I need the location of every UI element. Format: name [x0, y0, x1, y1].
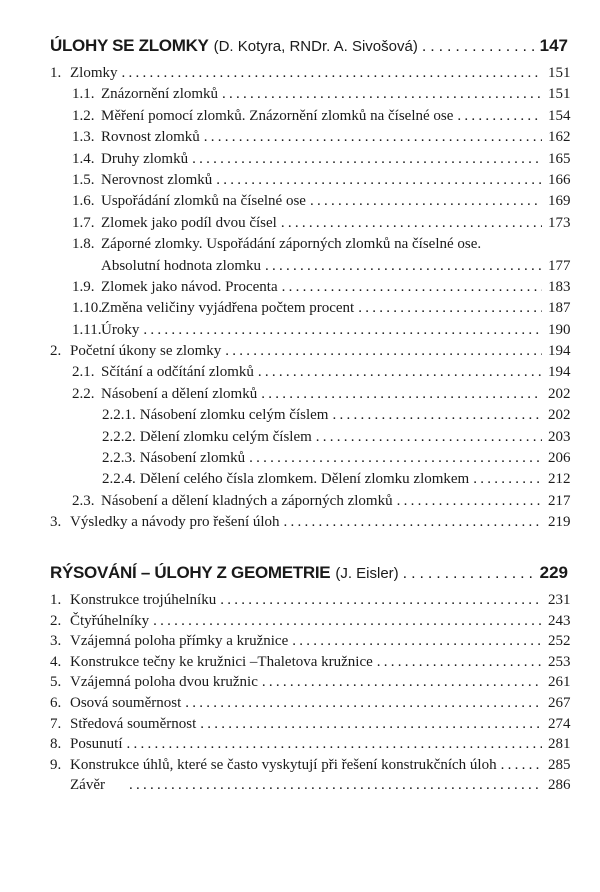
- entry-number: 1.11.: [72, 321, 102, 338]
- entry-title: [50, 172, 212, 189]
- dot-leader: [220, 592, 542, 609]
- entry-label: Konstrukce trojúhelníku: [70, 592, 217, 608]
- dot-leader: [316, 429, 542, 446]
- dot-leader: [284, 514, 542, 531]
- entry-page: 253: [548, 653, 571, 670]
- entry-title: [50, 592, 216, 609]
- entry-page: 177: [548, 257, 571, 274]
- dot-leader: [225, 343, 542, 360]
- section-heading: [50, 36, 568, 60]
- toc-section-geometry: [50, 563, 571, 798]
- dot-leader: [204, 129, 542, 146]
- entry-number: 1.4.: [72, 150, 95, 167]
- section-authors: (D. Kotyra, RNDr. A. Sivošová): [213, 38, 418, 55]
- entry-page: 169: [548, 193, 571, 210]
- entry-number: 7.: [50, 715, 62, 732]
- section-title: ÚLOHY SE ZLOMKY: [50, 36, 209, 55]
- toc-entry: [50, 450, 571, 471]
- entry-page: 173: [548, 214, 571, 231]
- entry-page: 194: [548, 343, 571, 360]
- toc-entry: [50, 694, 571, 716]
- entry-page: 162: [548, 129, 571, 146]
- dot-leader: [332, 407, 542, 424]
- entry-page: 281: [548, 736, 571, 753]
- entry-label: Závěr: [70, 777, 105, 794]
- entry-title: [50, 777, 105, 794]
- entry-number: 1.9.: [72, 278, 95, 295]
- entry-title: [50, 633, 288, 650]
- entry-page: 217: [548, 492, 571, 509]
- entry-title: [50, 364, 254, 381]
- entry-title: [50, 613, 149, 630]
- dot-leader: [192, 151, 542, 168]
- entry-label: Absolutní hodnota zlomku: [101, 257, 261, 274]
- toc-entry: [50, 171, 571, 193]
- entry-label: Měření pomocí zlomků. Znázornění zlomků na číselné ose: [101, 107, 454, 124]
- toc-entry: [50, 321, 571, 343]
- entry-label: Nerovnost zlomků: [101, 171, 213, 188]
- entry-number: 2.: [50, 343, 62, 360]
- entry-title: [50, 129, 200, 146]
- entry-number: 1.: [50, 592, 62, 608]
- toc-entry: [50, 300, 571, 321]
- entry-label: Výsledky a návody pro řešení úloh: [70, 514, 280, 531]
- toc-entry: [50, 364, 571, 385]
- entry-number: 5.: [50, 674, 62, 691]
- dot-leader: [310, 193, 542, 210]
- entry-number: 1.1.: [72, 86, 95, 103]
- toc-entry: [50, 214, 571, 236]
- toc-entry: [50, 129, 571, 150]
- entry-label: Rovnost zlomků: [101, 129, 200, 146]
- entry-page: 151: [548, 65, 571, 81]
- entry-page: 231: [548, 592, 571, 608]
- entry-label: Zlomky: [70, 65, 118, 81]
- toc-entry: [50, 514, 571, 535]
- entry-label: Posunutí: [70, 736, 123, 753]
- entry-label: Druhy zlomků: [101, 150, 189, 167]
- dot-leader: [358, 300, 542, 317]
- entry-number: 1.: [50, 65, 62, 81]
- dot-leader: [403, 565, 534, 583]
- entry-page: 187: [548, 300, 571, 317]
- toc-entry: [50, 492, 571, 514]
- dot-leader: [261, 386, 542, 403]
- entry-label: Zlomek jako návod. Procenta: [101, 278, 278, 295]
- dot-leader: [127, 736, 542, 753]
- toc-entry: [50, 736, 571, 757]
- entry-number: 1.10.: [72, 300, 102, 317]
- entry-number: 2.2.1.: [102, 407, 136, 424]
- entry-number: 1.3.: [72, 129, 95, 146]
- entry-page: 183: [548, 278, 571, 295]
- entry-label: Násobení zlomku celým číslem: [139, 407, 329, 424]
- toc-entry: [50, 674, 571, 695]
- toc-entry: [50, 756, 571, 778]
- dot-leader: [222, 86, 542, 103]
- entry-page: 203: [548, 428, 571, 445]
- entry-number: 1.7.: [72, 214, 95, 231]
- entry-page: 243: [548, 612, 571, 629]
- entry-label: Zlomek jako podíl dvou čísel: [101, 214, 277, 231]
- entry-title: [50, 151, 188, 168]
- entry-number: 2.2.2.: [102, 428, 136, 445]
- entry-title: [50, 450, 245, 467]
- entry-title: [50, 493, 393, 510]
- dot-leader: [153, 613, 542, 630]
- entry-title: [50, 716, 196, 733]
- entry-page: 212: [548, 471, 571, 488]
- dot-leader: [129, 777, 542, 794]
- entry-title: [50, 386, 257, 403]
- toc-entry: [50, 428, 571, 450]
- entry-label: Konstrukce úhlů, které se často vyskytují při řešení konstrukčních úloh: [70, 756, 497, 773]
- entry-number: 1.6.: [72, 193, 95, 210]
- entry-page: 267: [548, 694, 571, 711]
- entry-label: Konstrukce tečny ke kružnici –Thaletova kružnice: [70, 653, 373, 670]
- entry-title: [50, 86, 218, 103]
- toc-entry: [50, 407, 571, 428]
- dot-leader: [265, 258, 542, 275]
- section-page: 229: [539, 563, 568, 582]
- toc-entry: [50, 592, 571, 613]
- entry-title: [50, 736, 123, 753]
- dot-leader: [397, 493, 542, 510]
- entry-number: 2.1.: [72, 364, 95, 381]
- entry-page: 286: [548, 777, 571, 794]
- dot-leader: [377, 654, 542, 671]
- toc-entry: [50, 278, 571, 300]
- entry-label: Osová souměrnost: [70, 694, 182, 711]
- toc-entry: [50, 715, 571, 737]
- entry-title: [50, 695, 181, 712]
- entry-title: [50, 300, 354, 317]
- entry-number: 6.: [50, 694, 62, 711]
- entry-title: [50, 65, 118, 82]
- entry-label: Vzájemná poloha dvou kružnic: [70, 674, 258, 691]
- toc-entry: [50, 612, 571, 634]
- dot-leader: [262, 674, 542, 691]
- entry-title: [50, 757, 497, 774]
- entry-label: Znázornění zlomků: [101, 86, 219, 103]
- entry-number: 4.: [50, 653, 62, 670]
- entry-number: 2.: [50, 612, 62, 629]
- dot-leader: [185, 695, 542, 712]
- toc-section-fractions: [50, 36, 571, 536]
- entry-number: 1.5.: [72, 171, 95, 188]
- entry-label: Početní úkony se zlomky: [70, 343, 222, 360]
- entry-page: 166: [548, 171, 571, 188]
- entry-title: [50, 654, 373, 671]
- entry-title: [50, 215, 277, 232]
- entry-page: 202: [548, 385, 571, 402]
- entry-page: 151: [548, 86, 571, 103]
- entry-number: 3.: [50, 633, 62, 650]
- entry-label: Sčítání a odčítání zlomků: [101, 364, 254, 381]
- entry-title: [50, 236, 481, 253]
- entry-label: Násobení zlomků: [139, 450, 246, 467]
- section-title: RÝSOVÁNÍ – ÚLOHY Z GEOMETRIE: [50, 563, 331, 582]
- entry-label: Násobení a dělení zlomků: [101, 385, 258, 402]
- dot-leader: [122, 65, 543, 82]
- entry-page: 202: [548, 407, 571, 424]
- toc-entry: [50, 385, 571, 407]
- toc-entry: [50, 193, 571, 214]
- toc-entry: [50, 257, 571, 279]
- toc-entry: [50, 86, 571, 107]
- dot-leader: [457, 108, 542, 125]
- toc-entry: [50, 471, 571, 492]
- entry-title: [50, 429, 312, 446]
- entry-label: Uspořádání zlomků na číselné ose: [101, 193, 306, 210]
- entry-title: [50, 343, 221, 360]
- entry-page: 165: [548, 150, 571, 167]
- entry-title: [50, 193, 306, 210]
- entry-number: 2.2.4.: [102, 471, 136, 488]
- entry-title: [50, 471, 469, 488]
- entry-label: Úroky: [101, 321, 140, 338]
- entry-label: Středová souměrnost: [70, 715, 197, 732]
- entry-page: 219: [548, 514, 571, 531]
- entry-title: [50, 108, 453, 125]
- entry-title: [50, 514, 280, 531]
- entry-page: 154: [548, 107, 571, 124]
- entry-number: 1.8.: [72, 236, 95, 253]
- entry-page: 252: [548, 633, 571, 650]
- toc-entry: [50, 633, 571, 654]
- toc-entry: [50, 653, 571, 675]
- entry-page: 261: [548, 674, 571, 691]
- entry-title: [50, 407, 328, 424]
- section-page: 147: [539, 36, 568, 55]
- entry-label: Čtyřúhelníky: [70, 612, 150, 629]
- dot-leader: [216, 172, 542, 189]
- entry-page: 194: [548, 364, 571, 381]
- entry-number: 1.2.: [72, 107, 95, 124]
- section-authors: (J. Eisler): [335, 565, 399, 582]
- entry-number: 3.: [50, 514, 62, 531]
- toc-entry: [50, 65, 571, 86]
- entry-page: 285: [548, 756, 571, 773]
- entry-label: Záporné zlomky. Uspořádání záporných zlomků na číselné ose.: [101, 236, 482, 253]
- entry-number: 2.2.3.: [102, 450, 136, 467]
- entry-title: [50, 279, 278, 296]
- entry-number: 2.3.: [72, 492, 95, 509]
- entry-title: [50, 258, 261, 275]
- entry-label: Dělení zlomku celým číslem: [139, 428, 312, 445]
- dot-leader: [200, 716, 542, 733]
- entry-page: 274: [548, 715, 571, 732]
- dot-leader: [501, 757, 542, 774]
- section-heading: [50, 563, 568, 587]
- dot-leader: [281, 215, 542, 232]
- dot-leader: [422, 38, 534, 56]
- toc-entry: [50, 150, 571, 172]
- entry-number: 8.: [50, 736, 62, 753]
- entry-label: Dělení celého čísla zlomkem. Dělení zlomku zlomkem: [139, 471, 470, 488]
- entry-title: [50, 322, 139, 339]
- toc-entry: [50, 343, 571, 364]
- entry-label: Vzájemná poloha přímky a kružnice: [70, 633, 289, 650]
- entry-page: 190: [548, 321, 571, 338]
- dot-leader: [292, 633, 542, 650]
- entry-title: [50, 674, 258, 691]
- dot-leader: [143, 322, 542, 339]
- entry-number: 9.: [50, 756, 62, 773]
- dot-leader: [473, 471, 542, 488]
- dot-leader: [282, 279, 542, 296]
- dot-leader: [249, 450, 542, 467]
- toc-entry: [50, 236, 568, 257]
- toc-entry: [50, 107, 571, 129]
- dot-leader: [258, 364, 542, 381]
- entry-page: 206: [548, 450, 571, 467]
- entry-number: 2.2.: [72, 385, 95, 402]
- entry-label: Násobení a dělení kladných a záporných zlomků: [101, 492, 393, 509]
- entry-label: Změna veličiny vyjádřena počtem procent: [101, 300, 355, 317]
- toc-entry: [50, 777, 571, 798]
